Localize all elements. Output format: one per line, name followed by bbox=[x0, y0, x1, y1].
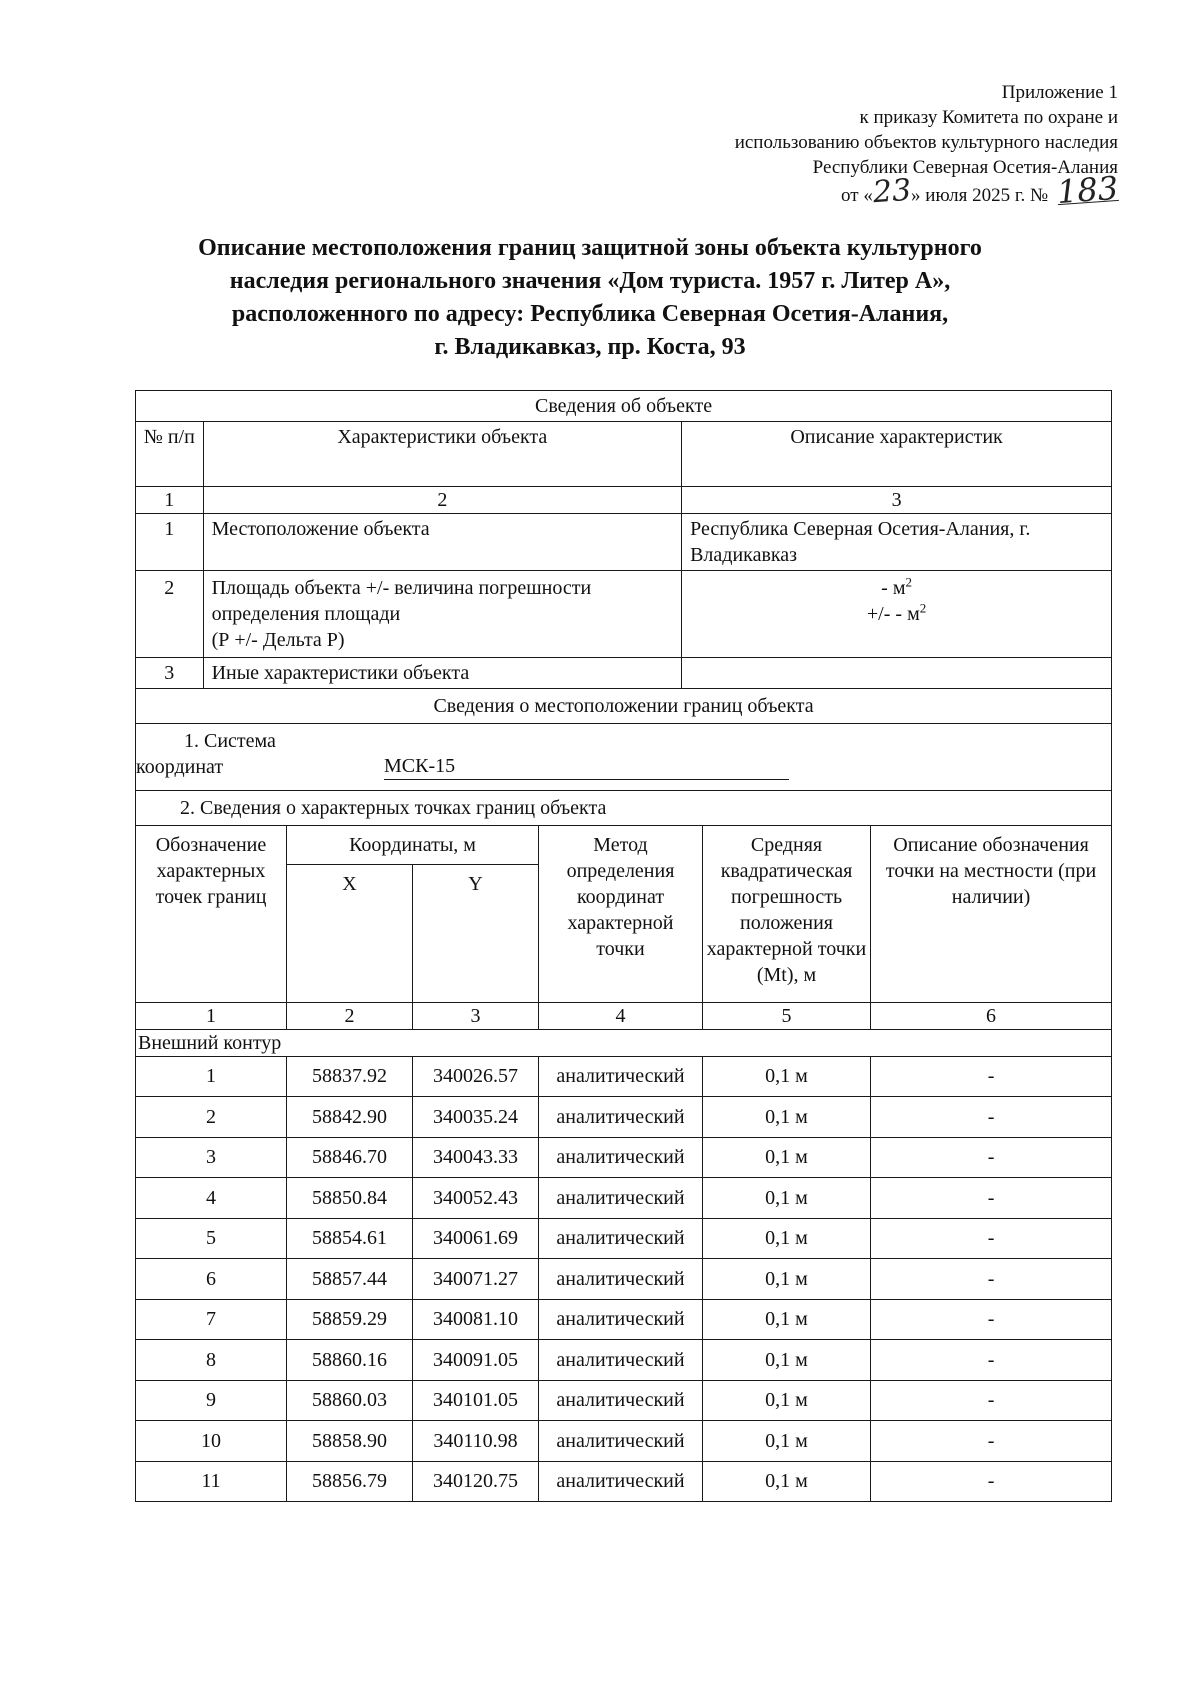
point-mt: 0,1 м bbox=[703, 1178, 871, 1219]
header-date-line bbox=[735, 168, 1120, 212]
point-mt: 0,1 м bbox=[703, 1056, 871, 1097]
point-method: аналитический bbox=[539, 1218, 703, 1259]
table-row bbox=[136, 1218, 1112, 1259]
point-y: 340035.24 bbox=[413, 1097, 539, 1138]
point-x: 58858.90 bbox=[287, 1421, 413, 1462]
date-middle: » июля 2025 г. № bbox=[911, 185, 1049, 206]
point-mt: 0,1 м bbox=[703, 1421, 871, 1462]
table-row bbox=[136, 1340, 1112, 1381]
points-index-5: 5 bbox=[703, 1002, 871, 1029]
table-row bbox=[136, 1299, 1112, 1340]
object-info-section-row bbox=[136, 391, 1112, 422]
coordinate-system-row bbox=[136, 723, 1112, 790]
document-header bbox=[734, 80, 1120, 212]
point-y: 340081.10 bbox=[413, 1299, 539, 1340]
point-x: 58857.44 bbox=[287, 1259, 413, 1300]
point-method: аналитический bbox=[539, 1299, 703, 1340]
point-number: 11 bbox=[136, 1461, 287, 1502]
point-mt: 0,1 м bbox=[703, 1218, 871, 1259]
point-y: 340043.33 bbox=[413, 1137, 539, 1178]
points-index-row bbox=[136, 1002, 1112, 1029]
point-number: 2 bbox=[136, 1097, 287, 1138]
point-method: аналитический bbox=[539, 1380, 703, 1421]
table-row bbox=[136, 1461, 1112, 1502]
document-title bbox=[130, 232, 1050, 364]
col-num-header: № п/п bbox=[136, 422, 203, 486]
object-info-section-title: Сведения об объекте bbox=[136, 391, 1112, 422]
contour-row bbox=[136, 1029, 1112, 1056]
point-method: аналитический bbox=[539, 1178, 703, 1219]
points-index-4: 4 bbox=[539, 1002, 703, 1029]
object-info-index-row bbox=[136, 486, 1111, 513]
object-info-header bbox=[136, 422, 1111, 486]
row1-num: 1 bbox=[136, 513, 203, 570]
object-info-row-1 bbox=[136, 513, 1111, 570]
point-mt: 0,1 м bbox=[703, 1340, 871, 1381]
point-y: 340052.43 bbox=[413, 1178, 539, 1219]
point-y: 340110.98 bbox=[413, 1421, 539, 1462]
col-desc-header: Описание характеристик bbox=[790, 426, 1003, 448]
point-x: 58837.92 bbox=[287, 1056, 413, 1097]
point-method: аналитический bbox=[539, 1137, 703, 1178]
point-mt: 0,1 м bbox=[703, 1380, 871, 1421]
point-method: аналитический bbox=[539, 1056, 703, 1097]
point-description: - bbox=[871, 1340, 1112, 1381]
point-number: 8 bbox=[136, 1340, 287, 1381]
coordinate-system-label: 1. Система координат bbox=[136, 729, 276, 778]
point-mt: 0,1 м bbox=[703, 1299, 871, 1340]
area-value: - м bbox=[881, 576, 906, 599]
point-method: аналитический bbox=[539, 1259, 703, 1300]
point-y: 340026.57 bbox=[413, 1056, 539, 1097]
row2-characteristic bbox=[203, 570, 682, 657]
header-line-2: к приказу Комитета по охране и bbox=[859, 107, 1118, 128]
point-x: 58860.03 bbox=[287, 1380, 413, 1421]
point-method: аналитический bbox=[539, 1097, 703, 1138]
point-description: - bbox=[871, 1056, 1112, 1097]
point-y: 340101.05 bbox=[413, 1380, 539, 1421]
point-y: 340071.27 bbox=[413, 1259, 539, 1300]
object-info-row-3 bbox=[136, 657, 1111, 688]
point-description: - bbox=[871, 1218, 1112, 1259]
header-coordinates: Координаты, м bbox=[287, 825, 539, 864]
row3-characteristic: Иные характеристики объекта bbox=[203, 657, 682, 688]
header-line-1: Приложение 1 bbox=[1001, 82, 1118, 103]
table-row bbox=[136, 1056, 1112, 1097]
point-number: 4 bbox=[136, 1178, 287, 1219]
title-line-1: Описание местоположения границ защитной зоны объекта культурного bbox=[198, 235, 982, 261]
point-description: - bbox=[871, 1461, 1112, 1502]
point-mt: 0,1 м bbox=[703, 1461, 871, 1502]
table-row bbox=[136, 1137, 1112, 1178]
point-description: - bbox=[871, 1299, 1112, 1340]
point-description: - bbox=[871, 1178, 1112, 1219]
coordinate-system bbox=[136, 723, 1112, 790]
header-line-4: Республики Северная Осетия-Алания bbox=[812, 157, 1118, 178]
point-number: 9 bbox=[136, 1380, 287, 1421]
point-number: 6 bbox=[136, 1259, 287, 1300]
point-x: 58856.79 bbox=[287, 1461, 413, 1502]
row3-description bbox=[682, 657, 1111, 688]
coordinate-system-value: МСК-15 bbox=[384, 753, 789, 780]
point-description: - bbox=[871, 1259, 1112, 1300]
boundaries-section-title: Сведения о местоположении границ объекта bbox=[136, 688, 1112, 723]
header-line-3: использованию объектов культурного наследия bbox=[734, 132, 1118, 153]
point-method: аналитический bbox=[539, 1421, 703, 1462]
points-index-2: 2 bbox=[287, 1002, 413, 1029]
row2-characteristic-formula: (Р +/- Дельта Р) bbox=[211, 628, 345, 651]
header-description: Описание обозначения точки на местности (при наличии) bbox=[871, 825, 1112, 1002]
title-line-2: наследия регионального значения «Дом туриста. 1957 г. Литер А», bbox=[229, 268, 951, 294]
point-mt: 0,1 м bbox=[703, 1137, 871, 1178]
table-row bbox=[136, 1259, 1112, 1300]
table-row bbox=[136, 1178, 1112, 1219]
point-x: 58859.29 bbox=[287, 1299, 413, 1340]
point-method: аналитический bbox=[539, 1340, 703, 1381]
point-y: 340091.05 bbox=[413, 1340, 539, 1381]
object-info-table bbox=[136, 422, 1111, 688]
boundary-table bbox=[135, 390, 1112, 1502]
point-number: 5 bbox=[136, 1218, 287, 1259]
col-char-header: Характеристики объекта bbox=[203, 422, 682, 486]
header-designation: Обозначение характерных точек границ bbox=[136, 825, 287, 1002]
row1-description: Республика Северная Осетия-Алания, г. Владикавказ bbox=[682, 513, 1111, 570]
point-x: 58846.70 bbox=[287, 1137, 413, 1178]
point-x: 58850.84 bbox=[287, 1178, 413, 1219]
handwritten-day: 23 bbox=[871, 172, 913, 211]
points-index-3: 3 bbox=[413, 1002, 539, 1029]
table-row bbox=[136, 1380, 1112, 1421]
point-description: - bbox=[871, 1097, 1112, 1138]
object-info-header-row bbox=[136, 422, 1112, 689]
points-section-title: 2. Сведения о характерных точках границ объекта bbox=[136, 790, 1112, 825]
table-row bbox=[136, 1421, 1112, 1462]
point-y: 340061.69 bbox=[413, 1218, 539, 1259]
row2-characteristic-text: Площадь объекта +/- величина погрешности определения площади bbox=[211, 576, 592, 625]
index-cell-1: 1 bbox=[136, 486, 203, 513]
handwritten-order-number: 183 bbox=[1055, 168, 1120, 212]
row2-num: 2 bbox=[136, 570, 203, 657]
point-number: 10 bbox=[136, 1421, 287, 1462]
header-method: Метод определения координат характерной точки bbox=[539, 825, 703, 1002]
points-index-1: 1 bbox=[136, 1002, 287, 1029]
point-x: 58842.90 bbox=[287, 1097, 413, 1138]
row1-characteristic: Местоположение объекта bbox=[203, 513, 682, 570]
header-y: Y bbox=[413, 864, 539, 1002]
point-number: 1 bbox=[136, 1056, 287, 1097]
row3-num: 3 bbox=[136, 657, 203, 688]
points-index-6: 6 bbox=[871, 1002, 1112, 1029]
point-y: 340120.75 bbox=[413, 1461, 539, 1502]
object-info-row-2 bbox=[136, 570, 1111, 657]
points-section-row bbox=[136, 790, 1112, 825]
point-method: аналитический bbox=[539, 1461, 703, 1502]
point-mt: 0,1 м bbox=[703, 1259, 871, 1300]
header-error: Средняя квадратическая погрешность положения характерной точки (Mt), м bbox=[703, 825, 871, 1002]
area-error-value: +/- - м bbox=[866, 602, 920, 625]
header-x: X bbox=[287, 864, 413, 1002]
point-x: 58860.16 bbox=[287, 1340, 413, 1381]
table-row bbox=[136, 1097, 1112, 1138]
point-mt: 0,1 м bbox=[703, 1097, 871, 1138]
title-line-4: г. Владикавказ, пр. Коста, 93 bbox=[434, 334, 746, 360]
area-error-unit-exponent: 2 bbox=[919, 599, 927, 615]
row2-description bbox=[682, 570, 1111, 657]
contour-label: Внешний контур bbox=[136, 1029, 1112, 1056]
index-cell-3: 3 bbox=[682, 486, 1111, 513]
point-description: - bbox=[871, 1137, 1112, 1178]
point-number: 7 bbox=[136, 1299, 287, 1340]
point-x: 58854.61 bbox=[287, 1218, 413, 1259]
point-description: - bbox=[871, 1380, 1112, 1421]
boundaries-section-row bbox=[136, 688, 1112, 723]
title-line-3: расположенного по адресу: Республика Северная Осетия-Алания, bbox=[231, 301, 949, 327]
index-cell-2: 2 bbox=[203, 486, 682, 513]
point-description: - bbox=[871, 1421, 1112, 1462]
point-number: 3 bbox=[136, 1137, 287, 1178]
points-header-row-1 bbox=[136, 825, 1112, 864]
date-prefix: от « bbox=[841, 185, 873, 206]
area-unit-exponent: 2 bbox=[905, 573, 912, 589]
